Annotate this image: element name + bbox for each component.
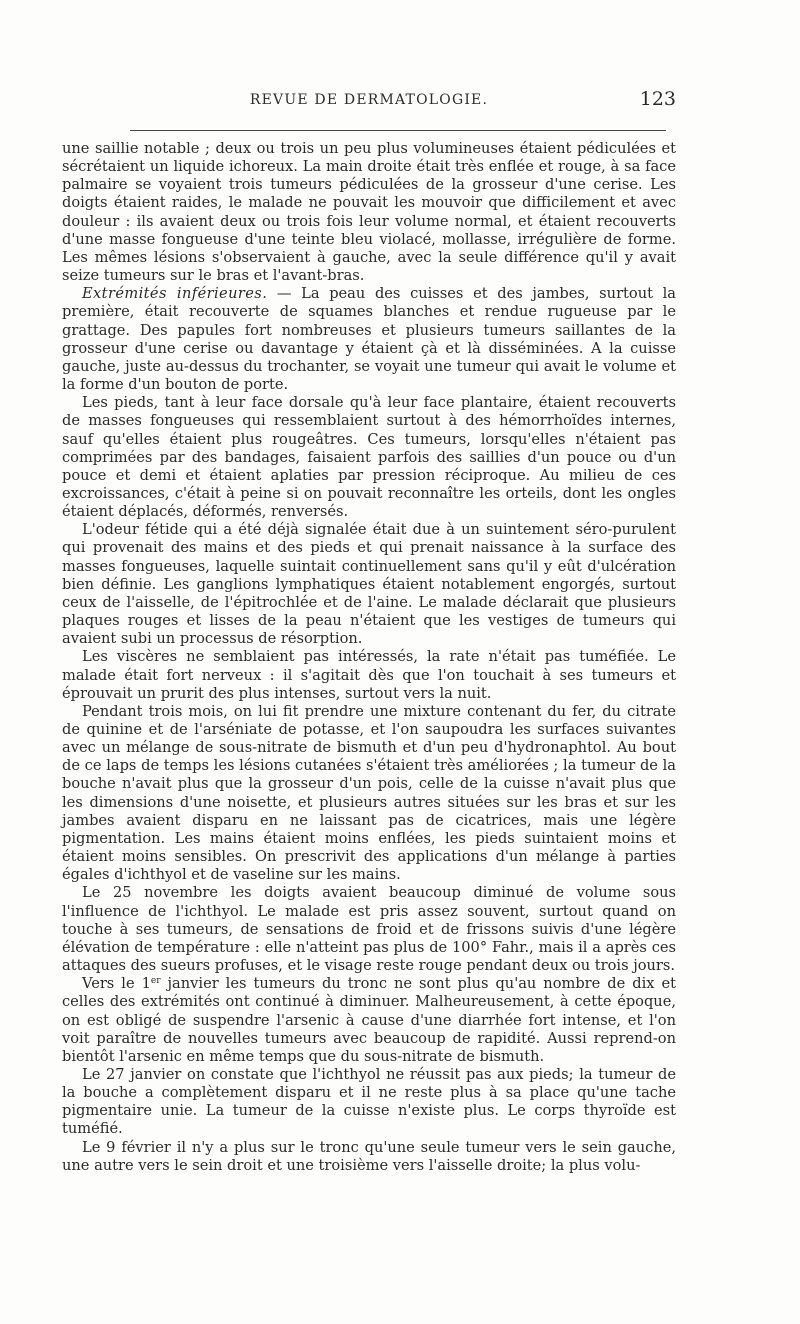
paragraph-2-text: — La peau des cuisses et des jambes, surtout la première, était recouverte de squames blanches et rendue rugueuse par le grattage. Des papules fort nombreuses et plusieurs tumeurs saillantes de la grosseur d'une cerise ou davantage y étaient çà et là disséminées. A la cuisse gauche, juste au-dessus du trochanter, se voyait une tumeur qui avait le volume et la forme d'un bouton de porte. (62, 285, 676, 394)
article-body (62, 140, 676, 1175)
paragraph-1: une saillie notable ; deux ou trois un peu plus volumineuses étaient pédiculées et sécrétaient un liquide ichoreux. La main droite était très enflée et rouge, à sa face palmaire se voyaient trois tumeurs pédiculées de la grosseur d'une cerise. Les doigts étaient raides, le malade ne pouvait les mouvoir que difficilement et avec douleur : ils avaient deux ou trois fois leur volume normal, et étaient recouverts d'une masse fongueuse d'une teinte bleu violacé, mollasse, irrégulière de forme. Les mêmes lésions s'observaient à gauche, avec la seule différence qu'il y avait seize tumeurs sur le bras et l'avant-bras. (62, 140, 676, 285)
paragraph-8 (62, 975, 676, 1066)
paragraph-2 (62, 285, 676, 394)
paragraph-7: Le 25 novembre les doigts avaient beaucoup diminué de volume sous l'influence de l'ichthyol. Le malade est pris assez souvent, surtout quand on touche à ses tumeurs, de sensations de froid et de frissons suivis d'une légère élévation de température : elle n'atteint pas plus de 100° Fahr., mais il a après ces attaques des sueurs profuses, et le visage reste rouge pendant deux ou trois jours. (62, 884, 676, 975)
running-header (62, 88, 676, 116)
paragraph-10: Le 9 février il n'y a plus sur le tronc qu'une seule tumeur vers le sein gauche, une autre vers le sein droit et une troisième vers l'aisselle droite; la plus volu- (62, 1138, 676, 1174)
header-rule (130, 130, 666, 131)
ordinal-superscript: er (150, 976, 161, 987)
paragraph-9: Le 27 janvier on constate que l'ichthyol ne réussit pas aux pieds; la tumeur de la bouche a complètement disparu et il ne reste plus à sa place qu'une tache pigmentaire unie. La tumeur de la cuisse n'existe plus. Le corps thyroïde est tuméfié. (62, 1065, 676, 1138)
running-title: REVUE DE DERMATOLOGIE. (249, 92, 489, 108)
paragraph-4: L'odeur fétide qui a été déjà signalée était due à un suintement séro-purulent qui provenait des mains et des pieds et qui prenait naissance à la surface des masses fongueuses, laquelle suintait continuellement sans qu'il y eût d'ulcération bien définie. Les ganglions lymphatiques étaient notablement engorgés, surtout ceux de l'aisselle, de l'épitrochlée et de l'aine. Le malade déclarait que plusieurs plaques rouges et lisses de la peau n'étaient que les vestiges de tumeurs qui avaient subi un processus de résorption. (62, 521, 676, 648)
paragraph-8-text: janvier les tumeurs du tronc ne sont plus qu'au nombre de dix et celles des extrémités ont continué à diminuer. Malheureusement, à cette époque, on est obligé de suspendre l'arsenic à cause d'une diarrhée fort intense, et l'on voit paraître de nouvelles tumeurs avec beaucoup de rapidité. Aussi reprend-on bientôt l'arsenic en même temps que du sous-nitrate de bismuth. (62, 975, 676, 1065)
paragraph-6: Pendant trois mois, on lui fit prendre une mixture contenant du fer, du citrate de quinine et de l'arséniate de potasse, et l'on saupoudra les surfaces suivantes avec un mélange de sous-nitrate de bismuth et d'un peu d'hydronaphtol. Au bout de ce laps de temps les lésions cutanées s'étaient très améliorées ; la tumeur de la bouche n'avait plus que la grosseur d'un pois, celle de la cuisse n'avait plus que les dimensions d'une noisette, et plusieurs autres situées sur les bras et sur les jambes avaient disparu en ne laissant pas de cicatrices, mais une légère pigmentation. Les mains étaient moins enflées, les pieds suintaient moins et étaient moins sensibles. On prescrivit des applications d'un mélange à parties égales d'ichthyol et de vaseline sur les mains. (62, 702, 676, 884)
section-heading-extremites: Extrémités inférieures. (82, 285, 268, 303)
paragraph-8-lead: Vers le 1 (82, 975, 151, 993)
page-number: 123 (639, 88, 676, 110)
paragraph-3: Les pieds, tant à leur face dorsale qu'à leur face plantaire, étaient recouverts de masses fongueuses qui ressemblaient surtout à des hémorrhoïdes internes, sauf qu'elles étaient plus rougeâtres. Ces tumeurs, lorsqu'elles n'étaient pas comprimées par des bandages, faisaient parfois des saillies d'un pouce ou d'un pouce et demi et étaient aplaties par pression réciproque. Au milieu de ces excroissances, c'était à peine si on pouvait reconnaître les orteils, dont les ongles étaient déplacés, déformés, renversés. (62, 394, 676, 521)
paragraph-5: Les viscères ne semblaient pas intéressés, la rate n'était pas tuméfiée. Le malade était fort nerveux : il s'agitait dès que l'on touchait à ses tumeurs et éprouvait un prurit des plus intenses, surtout vers la nuit. (62, 648, 676, 702)
